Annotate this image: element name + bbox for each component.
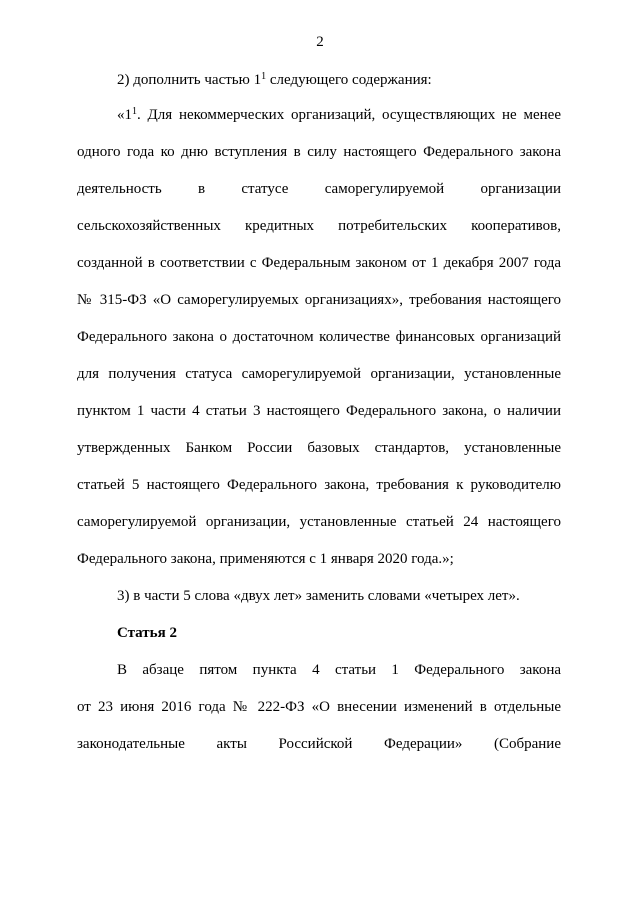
body-line-3: сельскохозяйственных кредитных потребительских кооперативов,	[77, 218, 561, 234]
page-number: 2	[316, 34, 324, 50]
item-2-line	[117, 70, 561, 90]
item-2-suffix: следующего содержания:	[266, 72, 432, 88]
quote-superscript: 1	[132, 106, 137, 117]
body-line-10: статьей 5 настоящего Федерального закона, требования к руководителю	[77, 477, 561, 493]
quote-first-line	[117, 105, 561, 125]
body-line-6: Федерального закона о достаточном количестве финансовых организаций	[77, 329, 561, 345]
body-line-5: № 315-ФЗ «О саморегулируемых организациях», требования настоящего	[77, 292, 561, 308]
body-line-1: одного года ко дню вступления в силу настоящего Федерального закона	[77, 144, 561, 160]
item-2-prefix: 2) дополнить частью 1	[117, 72, 262, 88]
body-line-8: пунктом 1 части 4 статьи 3 настоящего Федерального закона, о наличии	[77, 403, 561, 419]
article-heading: Статья 2	[117, 625, 177, 641]
article-line-3: законодательные акты Российской Федерации» (Собрание	[77, 736, 561, 752]
body-last-line: Федерального закона, применяются с 1 января 2020 года.»;	[77, 551, 454, 567]
item-2-superscript: 1	[261, 71, 267, 82]
body-line-2: деятельность в статусе саморегулируемой организации	[77, 181, 561, 197]
quote-first-line-rest: . Для некоммерческих организаций, осуществляющих не менее	[137, 107, 561, 123]
body-line-9: утвержденных Банком России базовых стандартов, установленные	[77, 440, 561, 456]
body-line-11: саморегулируемой организации, установленные статьей 24 настоящего	[77, 514, 561, 530]
quote-open: «1	[117, 107, 132, 123]
article-line-1: В абзаце пятом пункта 4 статьи 1 Федерального закона	[117, 662, 561, 678]
item-3-line: 3) в части 5 слова «двух лет» заменить словами «четырех лет».	[117, 588, 520, 604]
body-line-4: созданной в соответствии с Федеральным законом от 1 декабря 2007 года	[77, 255, 561, 271]
body-line-7: для получения статуса саморегулируемой организации, установленные	[77, 366, 561, 382]
article-line-2: от 23 июня 2016 года № 222-ФЗ «О внесении изменений в отдельные	[77, 699, 561, 715]
